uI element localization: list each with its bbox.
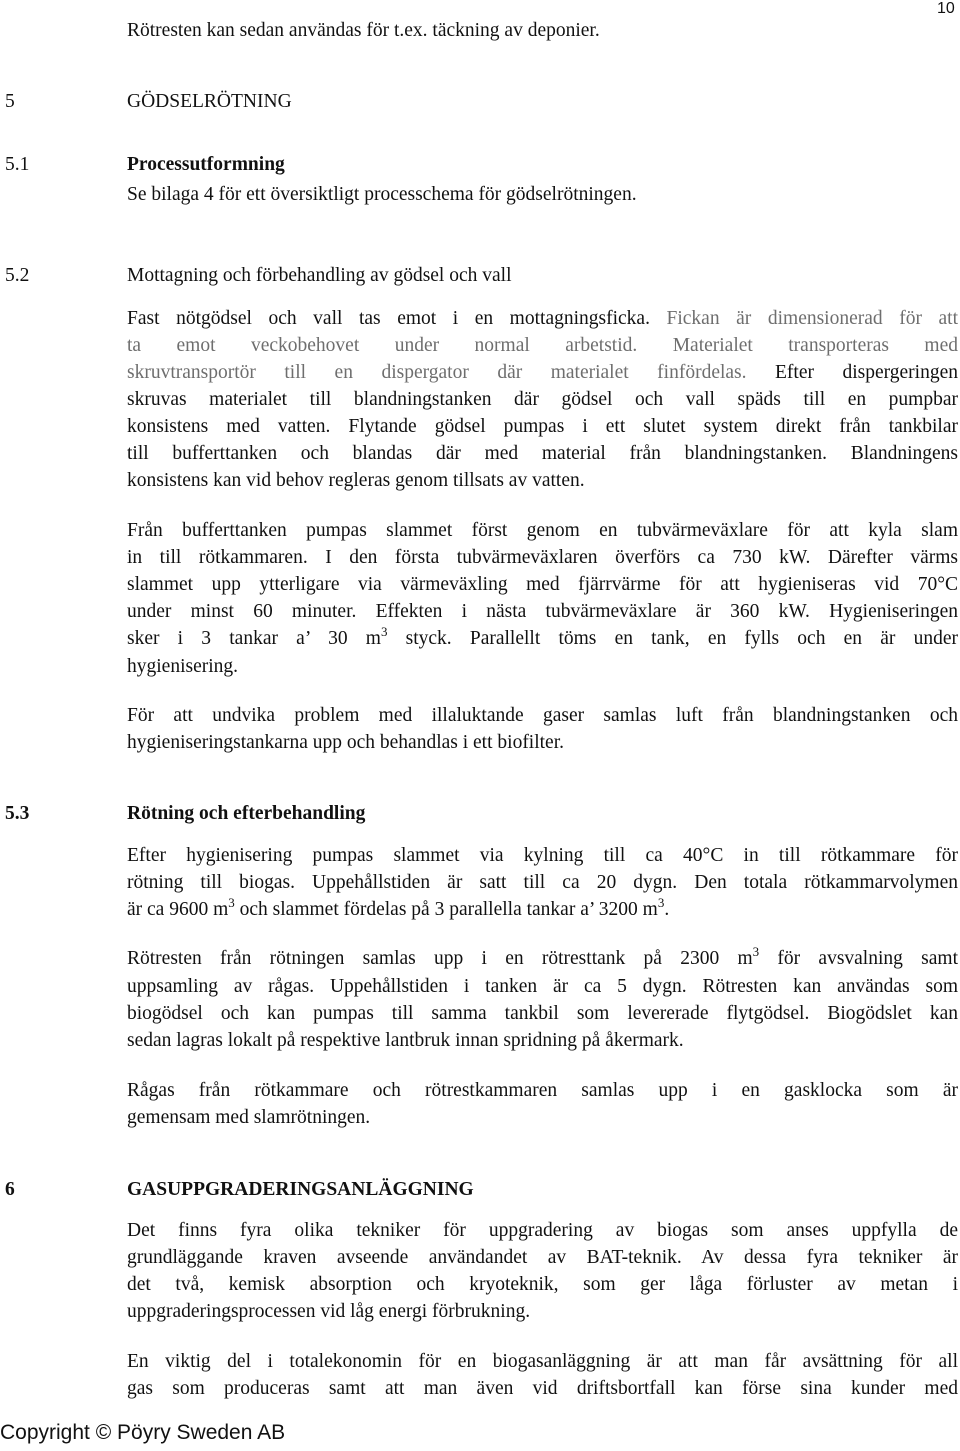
section-5-1-paragraph (127, 181, 958, 208)
paragraph-line: det två, kemisk absorption och kryoteknik, som ger låga förluster av metan i (127, 1274, 958, 1295)
paragraph-line: För att undvika problem med illaluktande gaser samlas luft från blandningstanken och (127, 705, 958, 726)
section-5-1-text: Se bilaga 4 för ett översiktligt processchema för gödselrötningen. (127, 184, 637, 205)
paragraph-line: är ca 9600 $m^3$ och slammet fördelas på 3 parallella tankar a’ 3200 $m^3$. (127, 895, 670, 920)
section-6-number: 6 (5, 1179, 15, 1200)
paragraph-line: Fast nötgödsel och vall tas emot i en mottagningsficka. Fickan är dimensionerad för att (127, 308, 959, 329)
paragraph-line: ta emot veckobehovet under normal arbetstid. Materialet transporteras med (127, 335, 958, 356)
section-5-2-paragraph-3 (127, 702, 958, 756)
section-5-2-paragraph-1 (127, 305, 958, 494)
section-5-3-paragraph-3 (127, 1077, 958, 1131)
paragraph-line: Rötresten från rötningen samlas upp i en rötresttank på 2300 $m^3$ för avsvalning samt (127, 944, 958, 969)
paragraph-line: Från bufferttanken pumpas slammet först genom en tubvärmeväxlare för att kyla slam (127, 520, 958, 541)
paragraph-line: sedan lagras lokalt på respektive lantbruk innan spridning på åkermark. (127, 1030, 684, 1051)
intro-line: Rötresten kan sedan användas för t.ex. täckning av deponier. (127, 20, 600, 41)
section-6-title: GASUPPGRADERINGSANLÄGGNING (127, 1179, 474, 1200)
paragraph-line: skruvas materialet till blandningstanken där gödsel och vall späds till en pumpbar (127, 389, 958, 410)
paragraph-line: biogödsel och kan pumpas till samma tankbil som levererade flytgödsel. Biogödslet kan (127, 1003, 958, 1024)
paragraph-line: grundläggande kraven avseende användandet av BAT-teknik. Av dessa fyra tekniker är (127, 1247, 958, 1268)
footer-copyright: Copyright © Pöyry Sweden AB (0, 1421, 286, 1444)
paragraph-line: till bufferttanken och blandas där med material från blandningstanken. Blandningens (127, 443, 958, 464)
section-5-1-title: Processutformning (127, 154, 285, 175)
section-5-1-number: 5.1 (5, 154, 30, 175)
paragraph-line: gas som produceras samt att man även vid driftsbortfall kan förse sina kunder med (127, 1378, 958, 1399)
section-5-3-paragraph-1 (127, 842, 958, 924)
section-5-3-paragraph-2 (127, 945, 958, 1054)
paragraph-line: konsistens med vatten. Flytande gödsel pumpas i ett slutet system direkt från tankbilar (127, 416, 958, 437)
intro-paragraph (127, 17, 958, 44)
paragraph-line: konsistens kan vid behov regleras genom tillsats av vatten. (127, 470, 585, 491)
section-5-number: 5 (5, 91, 15, 112)
section-5-2-number: 5.2 (5, 265, 30, 286)
paragraph-line: Rågas från rötkammare och rötrestkammaren samlas upp i en gasklocka som är (127, 1080, 958, 1101)
paragraph-line: gemensam med slamrötningen. (127, 1107, 371, 1128)
section-5-title: GÖDSELRÖTNING (127, 91, 292, 112)
paragraph-line: Det finns fyra olika tekniker för uppgradering av biogas som anses uppfylla de (127, 1220, 958, 1241)
paragraph-line: sker i 3 tankar a’ 30 $m^3$ styck. Parallellt töms en tank, en fylls och en är under (127, 624, 958, 649)
paragraph-line: hygieniseringstankarna upp och behandlas i ett biofilter. (127, 732, 565, 753)
paragraph-line: Efter hygienisering pumpas slammet via kylning till ca 40°C in till rötkammare för (127, 845, 958, 866)
paragraph-line: En viktig del i totalekonomin för en biogasanläggning är att man får avsättning för all (127, 1351, 958, 1372)
paragraph-line: in till rötkammaren. I den första tubvärmeväxlaren överförs ca 730 kW. Därefter värms (127, 547, 958, 568)
paragraph-line: uppgraderingsprocessen vid låg energi förbrukning. (127, 1301, 531, 1322)
section-5-3-title: Rötning och efterbehandling (127, 803, 366, 824)
section-5-2-title: Mottagning och förbehandling av gödsel och vall (127, 265, 512, 286)
paragraph-line: rötning till biogas. Uppehållstiden är satt till ca 20 dygn. Den totala rötkammarvolymen (127, 872, 958, 893)
paragraph-line: skruvtransportör till en dispergator där materialet finfördelas. Efter dispergeringen (127, 362, 959, 383)
section-5-2-paragraph-2 (127, 517, 958, 680)
section-6-paragraph-2 (127, 1348, 958, 1402)
paragraph-line: uppsamling av rågas. Uppehållstiden i tanken är ca 5 dygn. Rötresten kan användas som (127, 976, 958, 997)
section-5-3-number: 5.3 (5, 803, 30, 824)
paragraph-line: slammet upp ytterligare via värmeväxling med fjärrvärme för att hygieniseras vid 70°C (127, 574, 958, 595)
paragraph-line: hygienisering. (127, 656, 239, 677)
section-6-paragraph-1 (127, 1217, 958, 1325)
page-number: 10 (937, 0, 955, 17)
paragraph-line: under minst 60 minuter. Effekten i nästa tubvärmeväxlare är 360 kW. Hygieniseringen (127, 601, 958, 622)
